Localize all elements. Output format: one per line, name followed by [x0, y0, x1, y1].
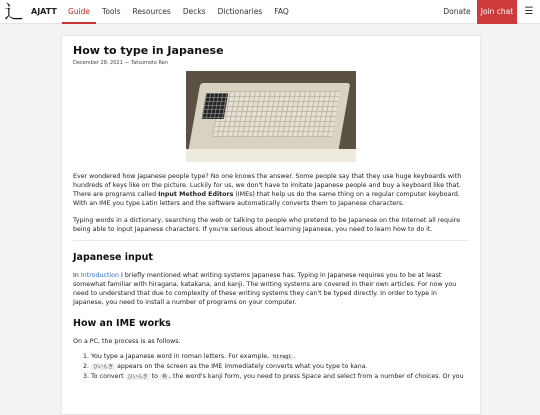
hamburger-icon[interactable]: ☰ — [524, 6, 534, 17]
p3-text: I briefly mentioned what writing systems Japanese has. Typing in Japanese requires you to be at least somewhat familiar with hiragana, katakana, and kanji. The writing systems are covered in their own articles. For now you need to understand that due to complexity of these writing systems they can't be typed directly. In order to type in Japanese, you need to install a number of programs on your computer. — [73, 272, 457, 306]
code-snippet: ひいらぎ — [93, 364, 114, 370]
article-card — [61, 35, 481, 415]
join-chat-button[interactable]: Join chat — [477, 0, 517, 24]
nav-resources[interactable]: Resources — [132, 7, 171, 16]
intro-paragraph — [73, 172, 469, 208]
nav-dictionaries[interactable]: Dictionaries — [217, 7, 263, 16]
nav-guide[interactable]: Guide — [62, 0, 96, 24]
intro-text-end: (IMEs) that help us do the same thing on a regular computer keyboard. With an IME you type Latin letters and the software automatically converts them to Japanese characters. — [73, 191, 460, 207]
page-title: How to type in Japanese — [73, 44, 224, 57]
article-meta: December 28, 2021 — Tatsumoto Ren — [73, 60, 169, 66]
process-intro: On a PC, the process is as follows. — [73, 338, 181, 345]
keyboard-front — [186, 149, 356, 162]
site-logo-icon[interactable]: ⻌ — [4, 1, 24, 23]
list-item: 3. To convert ひいらぎ to 柊 , the word's kanji form, you need to press Space and select from a number of choices. Or you — [91, 372, 469, 382]
nav-decks[interactable]: Decks — [182, 7, 206, 16]
list-item: 1. You type a Japanese word in roman letters. For example, hiragi . — [91, 352, 469, 362]
p3-start: In — [73, 272, 79, 279]
section-divider — [73, 240, 469, 241]
main-nav — [62, 0, 295, 24]
code-snippet: hiragi — [273, 354, 292, 360]
donate-link[interactable]: Donate — [443, 7, 471, 16]
intro-text: Ever wondered how Japanese people type? No one knows the answer. Some people say that they use huge keyboards with hundreds of keys like on the picture. Luckily for us, we don't have to imitate Japanese people and buy a keyboard like that. There are programs called — [73, 173, 462, 198]
second-paragraph: Typing words in a dictionary, searching the web or talking to people who pretend to be Japanese on the Internet all require being able to input Japanese characters. If you're serious about learning Japanese, you need to learn how to do it. — [73, 217, 461, 233]
section-heading-ime-works: How an IME works — [73, 318, 171, 329]
nav-faq[interactable]: FAQ — [274, 7, 289, 16]
code-snippet: 柊 — [162, 374, 168, 380]
ime-term: Input Method Editors — [158, 191, 234, 198]
brand-name[interactable]: AJATT — [31, 7, 57, 16]
list-item: 2. ひいらぎ appears on the screen as the IME immediately converts what you type to kana. — [91, 362, 469, 372]
introduction-link[interactable]: Introduction — [80, 272, 120, 279]
code-snippet: ひいらぎ — [127, 374, 148, 380]
ime-steps-list — [73, 352, 469, 382]
keyboard-dark-keys — [202, 93, 229, 119]
japanese-input-paragraph — [73, 271, 469, 307]
nav-tools[interactable]: Tools — [102, 7, 121, 16]
section-heading-japanese-input: Japanese input — [73, 252, 153, 263]
keyboard-photo — [186, 71, 356, 162]
keyboard-keys — [212, 91, 340, 137]
article-content — [73, 44, 469, 382]
top-navigation-bar — [0, 0, 540, 24]
